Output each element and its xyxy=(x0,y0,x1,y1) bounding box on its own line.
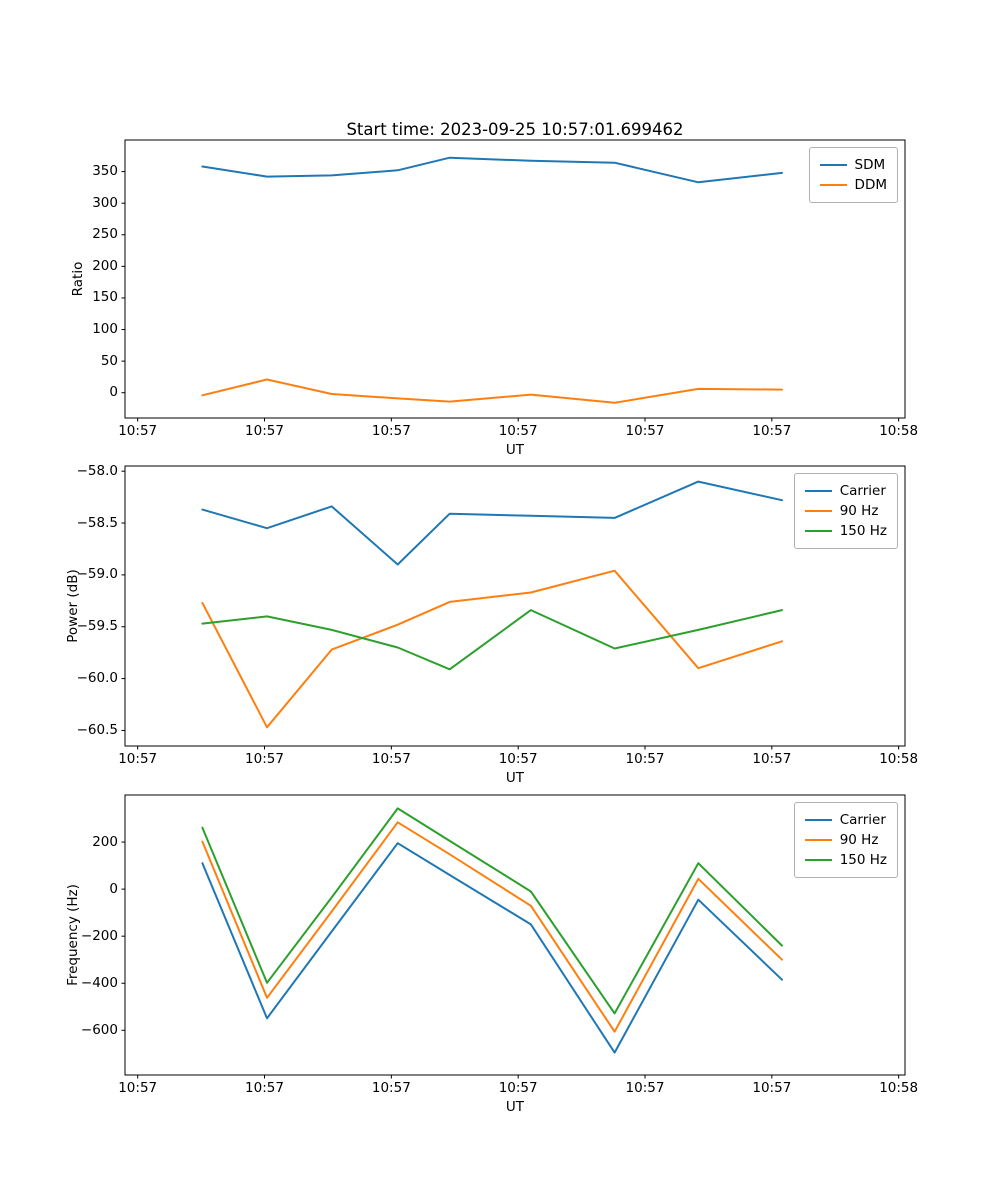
y-tick-label: −400 xyxy=(80,974,118,991)
y-axis-label-ratio: Ratio xyxy=(70,261,86,297)
legend-label: Carrier xyxy=(839,483,886,499)
y-tick-label: 50 xyxy=(100,352,118,369)
series-line-ddm xyxy=(202,380,782,403)
legend-item-150-hz xyxy=(805,521,887,541)
y-tick-label: 200 xyxy=(92,833,118,850)
y-tick-label: 0 xyxy=(109,880,118,897)
x-axis-label-ut-bottom: UT xyxy=(505,1099,525,1115)
plot-title: Start time: 2023-09-25 10:57:01.699462 xyxy=(346,120,684,139)
y-tick-label: 300 xyxy=(92,194,118,211)
legend-item-90-hz xyxy=(805,501,887,521)
legend-label: 90 Hz xyxy=(839,503,879,519)
x-tick-label: 10:57 xyxy=(625,1079,665,1096)
legend-line-sample xyxy=(820,164,847,166)
x-tick-label: 10:57 xyxy=(625,422,665,439)
y-tick-label: −60.5 xyxy=(76,721,118,738)
x-tick-label: 10:57 xyxy=(245,422,284,439)
legend-bottom-plot xyxy=(794,802,898,878)
x-tick-label: 10:58 xyxy=(879,1079,919,1096)
legend-item-150-hz xyxy=(805,850,887,870)
series-line-sdm xyxy=(202,158,782,183)
x-tick-label: 10:57 xyxy=(118,750,158,767)
x-tick-label: 10:57 xyxy=(371,750,411,767)
legend-item-90-hz xyxy=(805,830,887,850)
series-line-carrier xyxy=(202,482,782,565)
x-tick-label: 10:58 xyxy=(879,422,919,439)
subplot-0 xyxy=(122,140,906,422)
legend-middle-plot xyxy=(794,473,898,549)
x-tick-label: 10:57 xyxy=(752,422,792,439)
legend-item-carrier xyxy=(805,810,887,830)
x-tick-label: 10:57 xyxy=(498,422,538,439)
x-tick-label: 10:57 xyxy=(752,1079,792,1096)
y-axis-label-power: Power (dB) xyxy=(65,569,81,643)
axes-frame xyxy=(125,140,905,418)
axes-frame xyxy=(125,466,905,746)
legend-line-sample xyxy=(805,530,832,532)
series-line-90-hz xyxy=(202,571,782,728)
series-line-150-hz xyxy=(202,808,782,1013)
x-tick-label: 10:57 xyxy=(752,750,792,767)
x-tick-label: 10:57 xyxy=(245,1079,284,1096)
y-tick-label: −59.5 xyxy=(76,618,118,635)
x-tick-label: 10:57 xyxy=(118,422,158,439)
legend-label: DDM xyxy=(854,177,887,193)
legend-line-sample xyxy=(805,839,832,841)
y-tick-label: −59.0 xyxy=(76,566,118,583)
y-tick-label: 0 xyxy=(109,384,118,401)
legend-label: SDM xyxy=(854,157,886,173)
legend-item-sdm xyxy=(820,155,887,175)
subplot-2 xyxy=(122,795,906,1079)
y-tick-label: 150 xyxy=(92,289,118,306)
legend-label: 90 Hz xyxy=(839,832,879,848)
y-tick-label: −60.0 xyxy=(76,670,118,687)
y-tick-label: −200 xyxy=(80,927,118,944)
x-tick-label: 10:57 xyxy=(498,1079,538,1096)
x-tick-label: 10:57 xyxy=(245,750,284,767)
x-tick-label: 10:57 xyxy=(371,1079,411,1096)
legend-line-sample xyxy=(805,490,832,492)
legend-label: Carrier xyxy=(839,812,886,828)
subplot-1 xyxy=(122,466,906,750)
y-tick-label: 100 xyxy=(92,321,118,338)
y-tick-label: −58.5 xyxy=(76,514,118,531)
x-tick-label: 10:57 xyxy=(118,1079,158,1096)
legend-line-sample xyxy=(820,184,847,186)
y-tick-label: 350 xyxy=(92,163,118,180)
x-tick-label: 10:57 xyxy=(625,750,665,767)
legend-top-plot xyxy=(809,147,898,203)
legend-item-carrier xyxy=(805,481,887,501)
y-tick-label: 250 xyxy=(92,226,118,243)
legend-line-sample xyxy=(805,819,832,821)
x-tick-label: 10:57 xyxy=(498,750,538,767)
legend-item-ddm xyxy=(820,175,887,195)
legend-line-sample xyxy=(805,859,832,861)
series-line-90-hz xyxy=(202,822,782,1031)
x-tick-label: 10:57 xyxy=(371,422,411,439)
series-line-150-hz xyxy=(202,610,782,669)
x-tick-label: 10:58 xyxy=(879,750,919,767)
series-line-carrier xyxy=(202,843,782,1052)
y-tick-label: −600 xyxy=(80,1021,118,1038)
y-tick-label: −58.0 xyxy=(76,462,118,479)
legend-line-sample xyxy=(805,510,832,512)
legend-label: 150 Hz xyxy=(839,852,887,868)
y-axis-label-frequency: Frequency (Hz) xyxy=(65,884,81,986)
y-tick-label: 200 xyxy=(92,257,118,274)
legend-label: 150 Hz xyxy=(839,523,887,539)
x-axis-label-ut-top: UT xyxy=(505,442,525,458)
x-axis-label-ut-middle: UT xyxy=(505,770,525,786)
